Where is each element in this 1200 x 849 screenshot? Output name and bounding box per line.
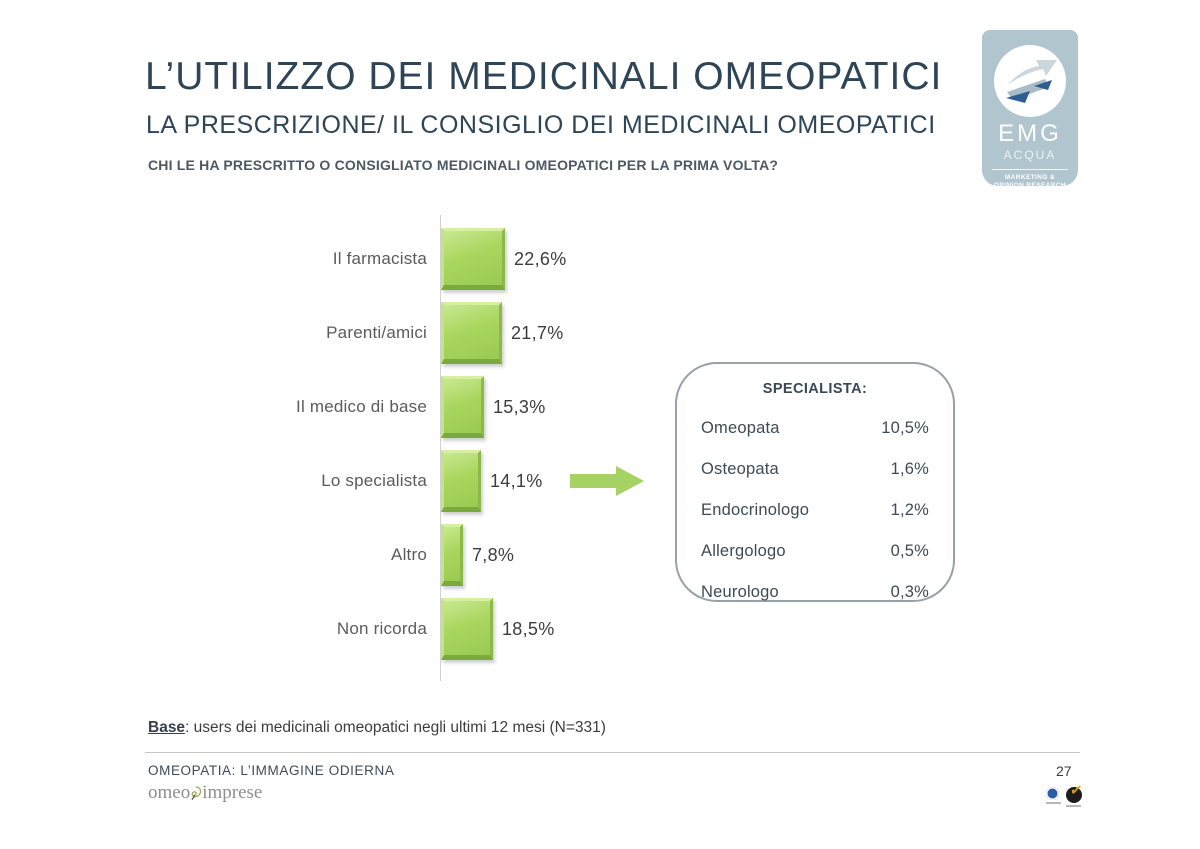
- page-number: 27: [1056, 763, 1072, 779]
- bar-label: Il medico di base: [296, 397, 427, 416]
- bar: [441, 228, 505, 290]
- chart-row: [145, 524, 514, 586]
- specialista-label: Allergologo: [701, 542, 786, 560]
- chart-row: [145, 376, 546, 438]
- specialista-label: Endocrinologo: [701, 501, 810, 519]
- brand-text-right: imprese: [202, 782, 263, 803]
- bar: [441, 376, 484, 438]
- emg-logo-name: EMG: [998, 120, 1062, 147]
- emg-logo-divider: [992, 169, 1069, 170]
- bar-value: 21,7%: [511, 322, 564, 343]
- base-note-prefix: Base: [148, 719, 186, 736]
- specialista-value: 1,2%: [890, 501, 929, 519]
- bar-value: 15,3%: [493, 396, 546, 417]
- certification-check-icon: [1066, 787, 1082, 803]
- arrow-right-icon: [570, 465, 644, 497]
- bar-label: Non ricorda: [336, 619, 427, 638]
- specialista-label: Omeopata: [701, 419, 780, 437]
- bar-value: 7,8%: [472, 544, 515, 565]
- chart-row: [145, 598, 555, 660]
- bar-label: Il farmacista: [332, 249, 427, 268]
- specialista-label: Osteopata: [701, 460, 779, 478]
- specialista-row: [701, 501, 929, 520]
- certification-black: [1066, 787, 1082, 807]
- bar: [441, 524, 463, 586]
- bar-chart: [145, 215, 690, 683]
- bar: [441, 450, 481, 512]
- specialista-row: [701, 583, 929, 602]
- certification-black-caption: [1066, 805, 1081, 807]
- specialista-row: [701, 542, 929, 561]
- chart-row: [145, 450, 543, 512]
- base-note-text: : users dei medicinali omeopatici negli ultimi 12 mesi (N=331): [185, 719, 606, 736]
- bar: [441, 302, 502, 364]
- emg-acqua-logo: [982, 30, 1078, 189]
- report-title: OMEOPATIA: L’IMMAGINE ODIERNA: [148, 763, 395, 778]
- bar-value: 14,1%: [490, 470, 543, 491]
- bar: [441, 598, 493, 660]
- emg-arrows-icon: [994, 45, 1066, 117]
- specialista-value: 0,3%: [890, 583, 929, 601]
- specialista-row: [701, 419, 929, 438]
- specialista-value: 1,6%: [890, 460, 929, 478]
- specialista-value: 10,5%: [881, 419, 929, 437]
- bar-value: 18,5%: [502, 618, 555, 639]
- page-subtitle: LA PRESCRIZIONE/ IL CONSIGLIO DEI MEDICINALI OMEOPATICI: [146, 111, 936, 139]
- specialista-value: 0,5%: [890, 542, 929, 560]
- brand-swirl-icon: [191, 786, 201, 800]
- chart-row: [145, 228, 567, 290]
- bar-label: Altro: [391, 545, 427, 564]
- specialista-row: [701, 460, 929, 479]
- omeoimprese-logo: [148, 782, 262, 804]
- certification-blue: [1046, 787, 1061, 804]
- page-title: L’UTILIZZO DEI MEDICINALI OMEOPATICI: [145, 55, 943, 98]
- bar-label: Parenti/amici: [326, 323, 427, 342]
- bar-label: Lo specialista: [321, 471, 427, 490]
- certification-blue-caption: [1046, 802, 1061, 804]
- certification-blue-icon: [1046, 787, 1059, 800]
- brand-text-left: omeo: [148, 782, 191, 803]
- chart-row: [145, 302, 564, 364]
- certification-icons: [1046, 787, 1082, 807]
- specialista-box: [675, 362, 955, 602]
- specialista-title: SPECIALISTA:: [762, 381, 868, 397]
- base-note: [148, 719, 606, 737]
- survey-question: CHI LE HA PRESCRITTO O CONSIGLIATO MEDICINALI OMEOPATICI PER LA PRIMA VOLTA?: [148, 157, 779, 173]
- bar-value: 22,6%: [514, 248, 567, 269]
- specialista-label: Neurologo: [701, 583, 779, 601]
- emg-logo-sub: ACQUA: [1003, 148, 1057, 162]
- emg-logo-tagline: MARKETING & OPINION RESEARCH: [993, 174, 1067, 189]
- footer-divider: [145, 752, 1080, 753]
